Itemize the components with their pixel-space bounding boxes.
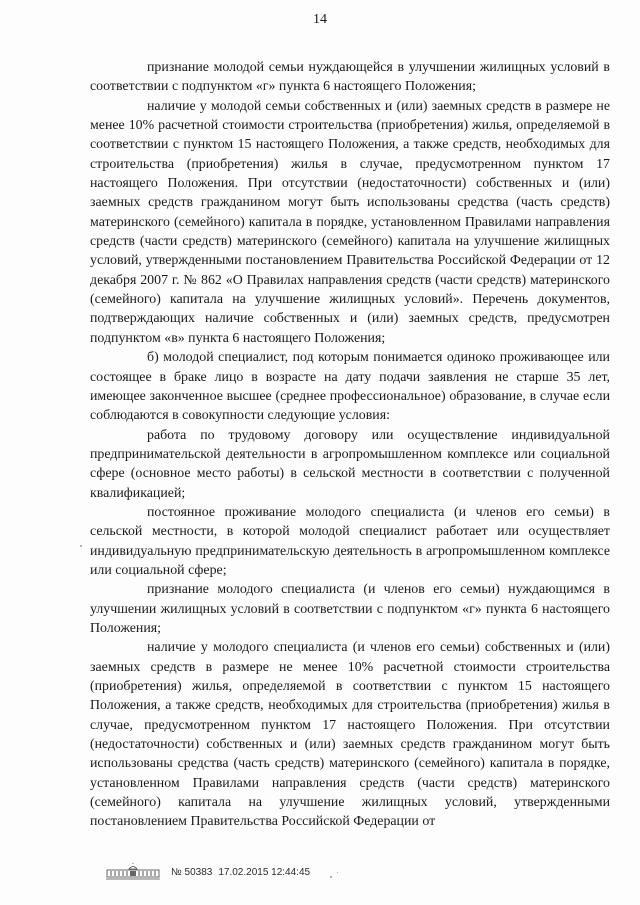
- paragraph: признание молодого специалиста (и членов его семьи) нуждающимся в улучшении жилищных условий в соответствии с подпунктом «г» пункта 6 настоящего Положения;: [90, 582, 610, 636]
- registry-seal-icon: [105, 863, 161, 881]
- page-number: 14: [313, 12, 327, 27]
- scan-speck: [337, 872, 338, 873]
- scan-speck: [330, 876, 332, 878]
- registration-timestamp: 17.02.2015 12:44:45: [218, 866, 311, 878]
- paragraph: наличие у молодой семьи собственных и (или) заемных средств в размере не менее 10% расчетной стоимости строительства (приобретения) жилья, определяемой в соответствии с пунктом 15 настоящего Положения, а также средств, необходимых для строительства (приобретения) жилья в случае, предусмотренном пунктом 17 настоящего Положения. При отсутствии (недостаточности) собственных и (или) заемных средств гражданином могут быть использованы средства (часть средств) материнского (семейного) капитала в порядке, установленном Правилами направления средств (части средств) материнского (семейного) капитала на улучшение жилищных условий, утвержденными постановлением Правительства Российской Федерации от 12 декабря 2007 г. № 862 «О Правилах направления средств (части средств) материнского (семейного) капитала на улучшение жилищных условий». Перечень документов, подтверждающих наличие собственных и (или) заемных средств, предусмотрен подпунктом «в» пункта 6 настоящего Положения;: [90, 98, 610, 346]
- registration-stamp: [105, 862, 310, 882]
- paragraph: б) молодой специалист, под которым понимается одиноко проживающее или состоящее в браке лицо в возрасте на дату подачи заявления не старше 35 лет, имеющее законченное высшее (среднее профессиональное) образование, в случае если соблюдаются в совокупности следующие условия:: [90, 350, 610, 424]
- paragraph: постоянное проживание молодого специалиста (и членов его семьи) в сельской местности, в которой молодой специалист работает или осуществляет индивидуальную предпринимательскую деятельность в агропромышленном комплексе или социальной сфере;: [90, 504, 610, 578]
- scan-speck: [80, 545, 82, 547]
- paragraph: наличие у молодого специалиста (и членов его семьи) собственных и (или) заемных средств в размере не менее 10% расчетной стоимости строительства (приобретения) жилья, определяемой в соответствии с пунктом 15 настоящего Положения, а также средств, необходимых для строительства (приобретения) жилья в случае, предусмотренном пунктом 17 настоящего Положения. При отсутствии (недостаточности) собственных и (или) заемных средств гражданином могут быть использованы средства (часть средств) материнского (семейного) капитала в порядке, установленном Правилами направления средств (части средств) материнского (семейного) капитала на улучшение жилищных условий, утвержденными постановлением Правительства Российской Федерации от: [90, 640, 610, 830]
- document-body: [90, 58, 610, 832]
- paragraph: признание молодой семьи нуждающейся в улучшении жилищных условий в соответствии с подпунктом «г» пункта 6 настоящего Положения;: [90, 60, 610, 95]
- document-number: № 50383: [171, 866, 213, 878]
- paragraph: работа по трудовому договору или осуществление индивидуальной предпринимательской деятельности в агропромышленном комплексе или социальной сфере (основное место работы) в сельской местности в соответствии с полученной квалификацией;: [90, 427, 610, 501]
